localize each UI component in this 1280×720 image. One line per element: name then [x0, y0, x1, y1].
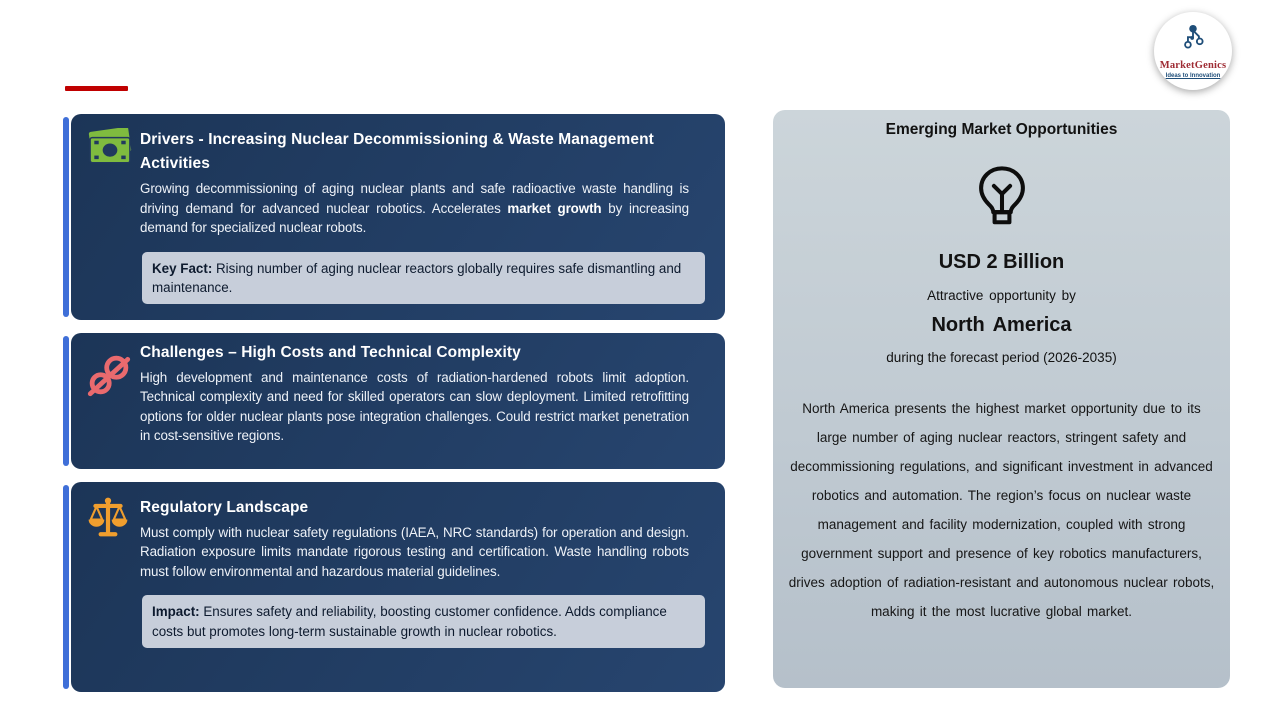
challenges-card-body: High development and maintenance costs of radiation-hardened robots limit adoption. Technical complexity and need for skilled operators can slow deployment. Limited retrofitting options for older nuclear plants pose integration challenges. Could restrict market penetration in cost-sensitive regions. — [140, 369, 689, 444]
impact-label: Impact: — [152, 604, 200, 620]
opportunity-region: North America — [931, 314, 1072, 336]
challenges-card — [71, 333, 725, 469]
lightbulb-icon — [773, 165, 1230, 227]
opportunity-period: during the forecast period (2026-2035) — [886, 350, 1117, 365]
regulatory-card-body: Must comply with nuclear safety regulations (IAEA, NRC standards) for operation and design. Radiation exposure limits mandate rigorous testing and certification. Waste handling robots must follow environmental and hazardous material guidelines. — [140, 524, 689, 579]
challenges-card-title: Challenges – High Costs and Technical Complexity — [140, 343, 521, 361]
regulatory-card-title: Regulatory Landscape — [140, 498, 309, 516]
key-fact-callout — [142, 252, 705, 304]
impact-callout — [142, 595, 705, 647]
drivers-body-text-end: by increasing demand for specialized nuclear robots. — [140, 200, 689, 236]
logo-tagline-text: Ideas to Innovation — [1165, 72, 1221, 79]
emerging-market-panel — [773, 110, 1230, 688]
marketgenics-logo — [1154, 12, 1232, 90]
title-underline — [65, 86, 128, 91]
panel-title: Emerging Market Opportunities — [885, 121, 1118, 138]
broken-link-icon — [84, 353, 134, 404]
balance-scale-icon — [87, 496, 129, 545]
molecule-icon — [1176, 22, 1210, 60]
key-fact-text: Rising number of aging nuclear reactors globally requires safe dismantling and maintenance. — [152, 260, 682, 295]
logo-brand-text: MarketGenics — [1159, 60, 1227, 72]
money-icon — [87, 128, 133, 171]
drivers-body-bold: market growth — [507, 200, 602, 216]
drivers-card-body — [140, 179, 689, 238]
drivers-body-text: Growing decommissioning of aging nuclear plants and safe radioactive waste handling is driving demand for advanced nuclear robotics. Accelerates — [140, 181, 689, 216]
opportunity-lead: Attractive opportunity by — [927, 288, 1076, 303]
opportunity-value: USD 2 Billion — [938, 251, 1065, 273]
impact-text: Ensures safety and reliability, boosting customer confidence. Adds compliance costs but promotes long-term sustainable growth in nuclear robotics. — [152, 604, 667, 639]
drivers-card-title: Drivers - Increasing Nuclear Decommissioning & Waste Management Activities — [140, 131, 654, 173]
page-title: Overview – Key Statistics — [63, 40, 384, 70]
key-fact-label: Key Fact: — [152, 260, 213, 276]
opportunity-description: North America presents the highest market opportunity due to its large number of aging nuclear reactors, stringent safety and decommissioning regulations, and significant investment in advanced robotics and automation. The region’s focus on nuclear waste management and facility modernization, coupled with strong government support and presence of key robotics manufacturers, drives adoption of radiation-resistant and autonomous nuclear robots, making it the most lucrative global market. — [788, 401, 1215, 620]
statistics-cards — [63, 114, 725, 692]
regulatory-card — [71, 482, 725, 692]
drivers-card — [71, 114, 725, 320]
